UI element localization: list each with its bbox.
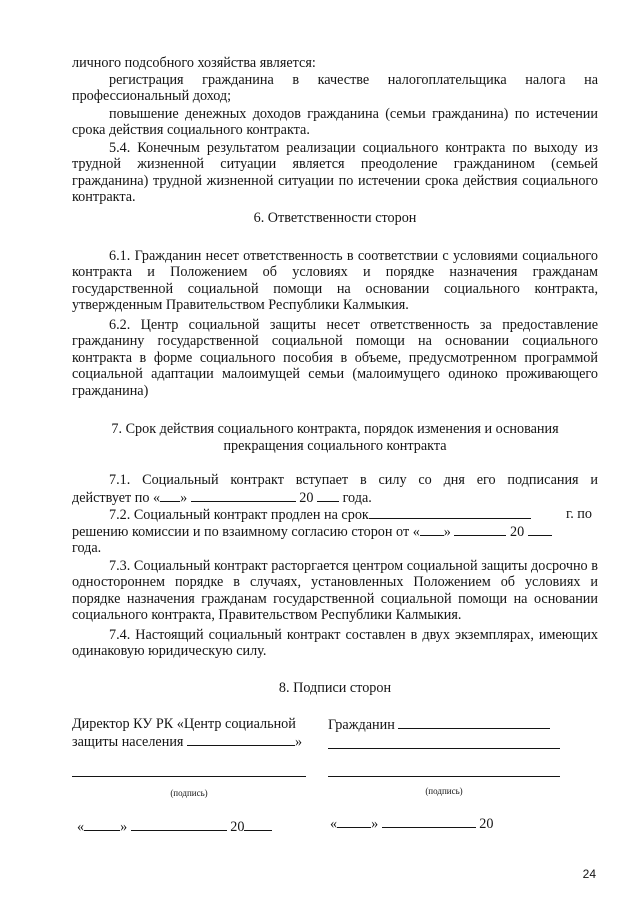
month-blank: [191, 489, 296, 502]
text: 20: [230, 819, 245, 835]
director-line1: Директор КУ РК «Центр социальной: [72, 716, 296, 732]
text: Гражданин: [328, 717, 395, 733]
text: г. по: [566, 506, 592, 522]
section-6-heading: 6. Ответственности сторон: [253, 210, 417, 226]
section-7-heading-line2: прекращения социального контракта: [223, 438, 447, 454]
paragraph-6-2: 6.2. Центр социальной защиты несет ответственность за предоставление гражданину государственной социальной помощи на основании социального контракта в форме социального пособия в объеме, предусмотренном программой социальной адаптации малоимущей семьи (малоимущего одиноко проживающего гражданина): [72, 317, 598, 399]
year-blank: [244, 818, 272, 831]
text: »: [180, 490, 188, 506]
paragraph-5-4: 5.4. Конечным результатом реализации социального контракта по выходу из трудной жизненной ситуации является преодоление гражданином (семьей гражданина) трудной жизненной ситуации по истечении срока действия социального контракта.: [72, 140, 598, 206]
director-line2: [72, 733, 302, 750]
month-blank: [454, 523, 506, 536]
day-blank: [84, 818, 120, 831]
date-left: [77, 818, 272, 835]
paragraph-7-2-line2: [72, 523, 552, 540]
paragraph-7-3: 7.3. Социальный контракт расторгается центром социальной защиты досрочно в одностороннем порядке в случаях, установленных Положением об условиях и порядке назначения гражданам государственной социальной помощи на основании социального контракта, Правительством Республики Калмыкия.: [72, 558, 598, 624]
text: 20: [299, 490, 314, 506]
name-blank: [187, 733, 295, 746]
signature-caption-right: (подпись): [425, 786, 463, 796]
text: 20: [479, 816, 494, 832]
year-blank: [528, 523, 552, 536]
page-number: 24: [582, 867, 596, 881]
text: »: [443, 524, 451, 540]
text: «: [330, 816, 338, 832]
section-7-heading-line1: 7. Срок действия социального контракта, порядок изменения и основания: [111, 421, 559, 437]
paragraph-7-2-line1: [109, 506, 531, 523]
month-blank: [131, 818, 227, 831]
text: »: [120, 819, 128, 835]
paragraph-7-1-line2: [72, 489, 372, 506]
section-8-heading: 8. Подписи сторон: [278, 680, 392, 696]
citizen-name-blank: [398, 716, 550, 729]
day-blank: [337, 815, 371, 828]
year-blank: [317, 489, 339, 502]
day-blank: [160, 489, 180, 502]
paragraph-7-1-line1: 7.1. Социальный контракт вступает в силу со дня его подписания и: [109, 472, 598, 488]
list-item-tax-registration: регистрация гражданина в качестве налогоплательщика налога на профессиональный доход;: [72, 72, 598, 105]
paragraph-6-1: 6.1. Гражданин несет ответственность в соответствии с условиями социального контракта и Положением об условиях и порядке назначения гражданам государственной социальной помощи на основании социального контракта, утвержденным Правительством Республики Калмыкия.: [72, 248, 598, 314]
citizen-name-extra-line: [328, 748, 560, 749]
text: решению комиссии и по взаимному согласию сторон от «: [72, 524, 420, 540]
paragraph-7-4: 7.4. Настоящий социальный контракт составлен в двух экземплярах, имеющих одинаковую юридическую силу.: [72, 627, 598, 660]
text: защиты населения: [72, 734, 184, 750]
term-blank: [369, 506, 531, 519]
text-line: личного подсобного хозяйства является:: [72, 55, 316, 71]
director-signature-line: [72, 776, 306, 777]
text: »: [295, 734, 303, 750]
signature-caption-left: (подпись): [170, 788, 208, 798]
citizen-signature-line: [328, 776, 560, 777]
citizen-line: [328, 716, 550, 733]
text: действует по «: [72, 490, 161, 506]
day-blank: [420, 523, 444, 536]
text: »: [371, 816, 379, 832]
date-right: [330, 815, 493, 832]
list-item-income-increase: повышение денежных доходов гражданина (семьи гражданина) по истечении срока действия социального контракта.: [72, 106, 598, 139]
text: 20: [509, 524, 525, 540]
paragraph-7-2-line3: года.: [72, 540, 102, 556]
text: года.: [342, 490, 372, 506]
text: 7.2. Социальный контракт продлен на срок: [109, 507, 369, 523]
text: «: [77, 819, 85, 835]
month-blank: [382, 815, 476, 828]
